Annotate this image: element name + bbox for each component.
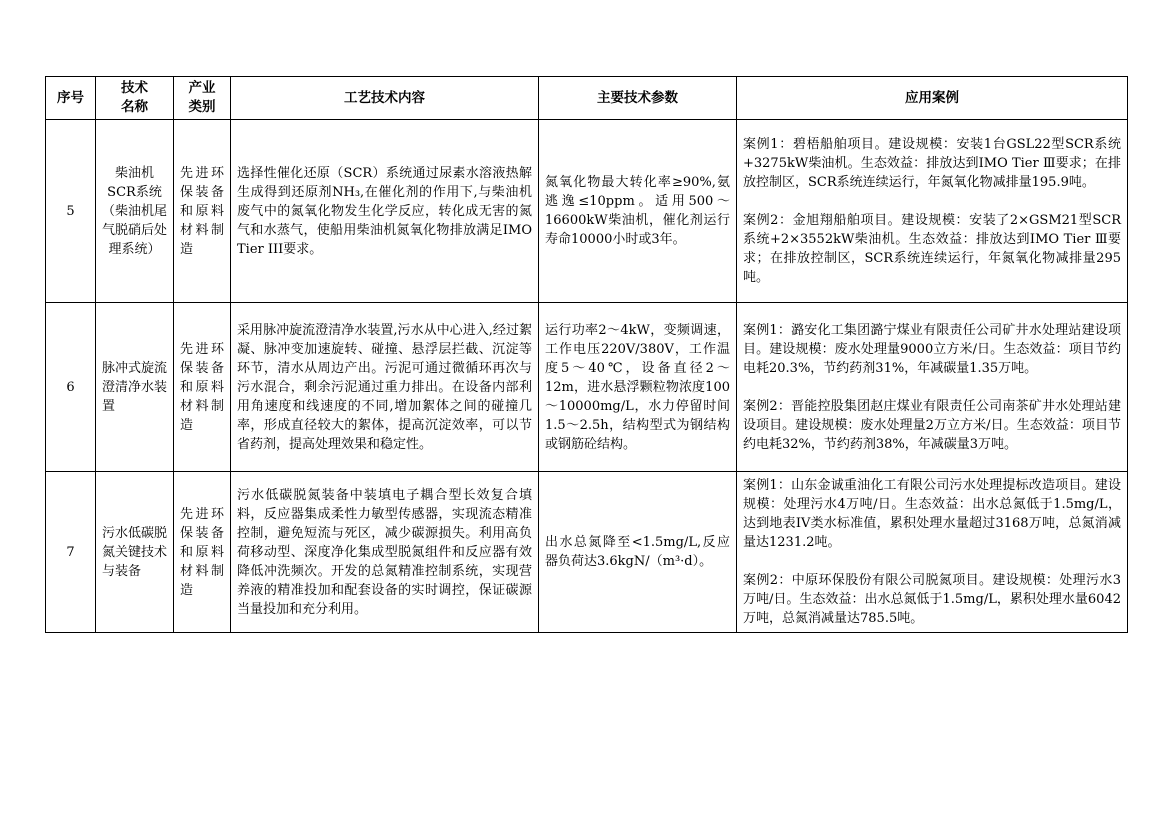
header-cases: 应用案例 <box>737 77 1128 120</box>
row-cases <box>737 120 1128 303</box>
header-name-text: 技术 名称 <box>121 80 148 115</box>
case-2: 案例2：金旭翔船舶项目。建设规模：安装了2×GSM21型SCR系统+2×3552kW柴油机。生态效益：排放达到IMO Tier Ⅲ要求；在排放控制区，SCR系统连续运行，年氮氧化物减排量295吨。 <box>743 213 1121 285</box>
header-category-text: 产业 类别 <box>188 80 216 115</box>
row-category: 先进环保装备和原料材料制造 <box>174 303 231 472</box>
header-category <box>174 77 231 120</box>
row-name: 污水低碳脱氮关键技术与装备 <box>96 472 174 633</box>
row-cases <box>737 472 1128 633</box>
table-row <box>46 120 1128 303</box>
technology-table <box>45 76 1128 633</box>
table-row <box>46 472 1128 633</box>
row-content: 选择性催化还原（SCR）系统通过尿素水溶液热解生成得到还原剂NH₃,在催化剂的作用下,与柴油机废气中的氮氧化物发生化学反应，转化成无害的氮气和水蒸气，使船用柴油机氮氧化物排放满足IMO Tier III要求。 <box>231 120 539 303</box>
row-name: 柴油机SCR系统（柴油机尾气脱硝后处理系统） <box>96 120 174 303</box>
row-category: 先进环保装备和原料材料制造 <box>174 472 231 633</box>
header-no: 序号 <box>46 77 96 120</box>
header-content: 工艺技术内容 <box>231 77 539 120</box>
case-2: 案例2：中原环保股份有限公司脱氮项目。建设规模：处理污水3万吨/日。生态效益：出水总氮低于1.5mg/L，累积处理水量6042万吨，总氮消减量达785.5吨。 <box>743 573 1121 626</box>
row-content: 污水低碳脱氮装备中装填电子耦合型长效复合填料，反应器集成柔性力敏型传感器，实现流态精准控制，避免短流与死区，减少碳源损失。利用高负荷移动型、深度净化集成型脱氮组件和反应器有效降低冲洗频次。开发的总氮精准控制系统，实现营养液的精准投加和配套设备的实时调控，保证碳源当量投加和充分利用。 <box>231 472 539 633</box>
case-1: 案例1：山东金诚重油化工有限公司污水处理提标改造项目。建设规模：处理污水4万吨/日。生态效益：出水总氮低于1.5mg/L，达到地表IV类水标准值，累积处理水量超过3168万吨，总氮消减量达1231.2吨。 <box>743 478 1121 550</box>
header-params: 主要技术参数 <box>539 77 737 120</box>
table-row <box>46 303 1128 472</box>
row-params: 运行功率2～4kW，变频调速，工作电压220V/380V，工作温度5～40℃，设备直径2～12m，进水悬浮颗粒物浓度100～10000mg/L，水力停留时间1.5～2.5h，结构型式为钢结构或钢筋砼结构。 <box>539 303 737 472</box>
row-name: 脉冲式旋流澄清净水装置 <box>96 303 174 472</box>
case-1: 案例1：碧梧船舶项目。建设规模：安装1台GSL22型SCR系统+3275kW柴油机。生态效益：排放达到IMO Tier Ⅲ要求；在排放控制区，SCR系统连续运行，年氮氧化物减排量195.9吨。 <box>743 137 1121 190</box>
row-params: 氮氧化物最大转化率≥90%,氨逃逸≤10ppm。适用500～16600kW柴油机，催化剂运行寿命10000小时或3年。 <box>539 120 737 303</box>
table-header-row <box>46 77 1128 120</box>
row-no: 7 <box>46 472 96 633</box>
row-no: 5 <box>46 120 96 303</box>
row-content: 采用脉冲旋流澄清净水装置,污水从中心进入,经过絮凝、脉冲变加速旋转、碰撞、悬浮层拦截、沉淀等环节，清水从周边产出。污泥可通过微循环再次与污水混合，剩余污泥通过重力排出。在设备内部利用角速度和线速度的不同,增加絮体之间的碰撞几率，形成直径较大的絮体，提高沉淀效率，可以节省药剂，提高处理效果和稳定性。 <box>231 303 539 472</box>
row-params: 出水总氮降至<1.5mg/L,反应器负荷达3.6kgN/（m³·d）。 <box>539 472 737 633</box>
row-cases <box>737 303 1128 472</box>
case-1: 案例1：潞安化工集团潞宁煤业有限责任公司矿井水处理站建设项目。建设规模：废水处理量9000立方米/日。生态效益：项目节约电耗20.3%，节约药剂31%，年减碳量1.35万吨。 <box>743 322 1121 376</box>
case-2: 案例2：晋能控股集团赵庄煤业有限责任公司南茶矿井水处理站建设项目。建设规模：废水处理量2万立方米/日。生态效益：项目节约电耗32%，节约药剂38%，年减碳量3万吨。 <box>743 398 1121 452</box>
row-category: 先进环保装备和原料材料制造 <box>174 120 231 303</box>
row-no: 6 <box>46 303 96 472</box>
header-name <box>96 77 174 120</box>
